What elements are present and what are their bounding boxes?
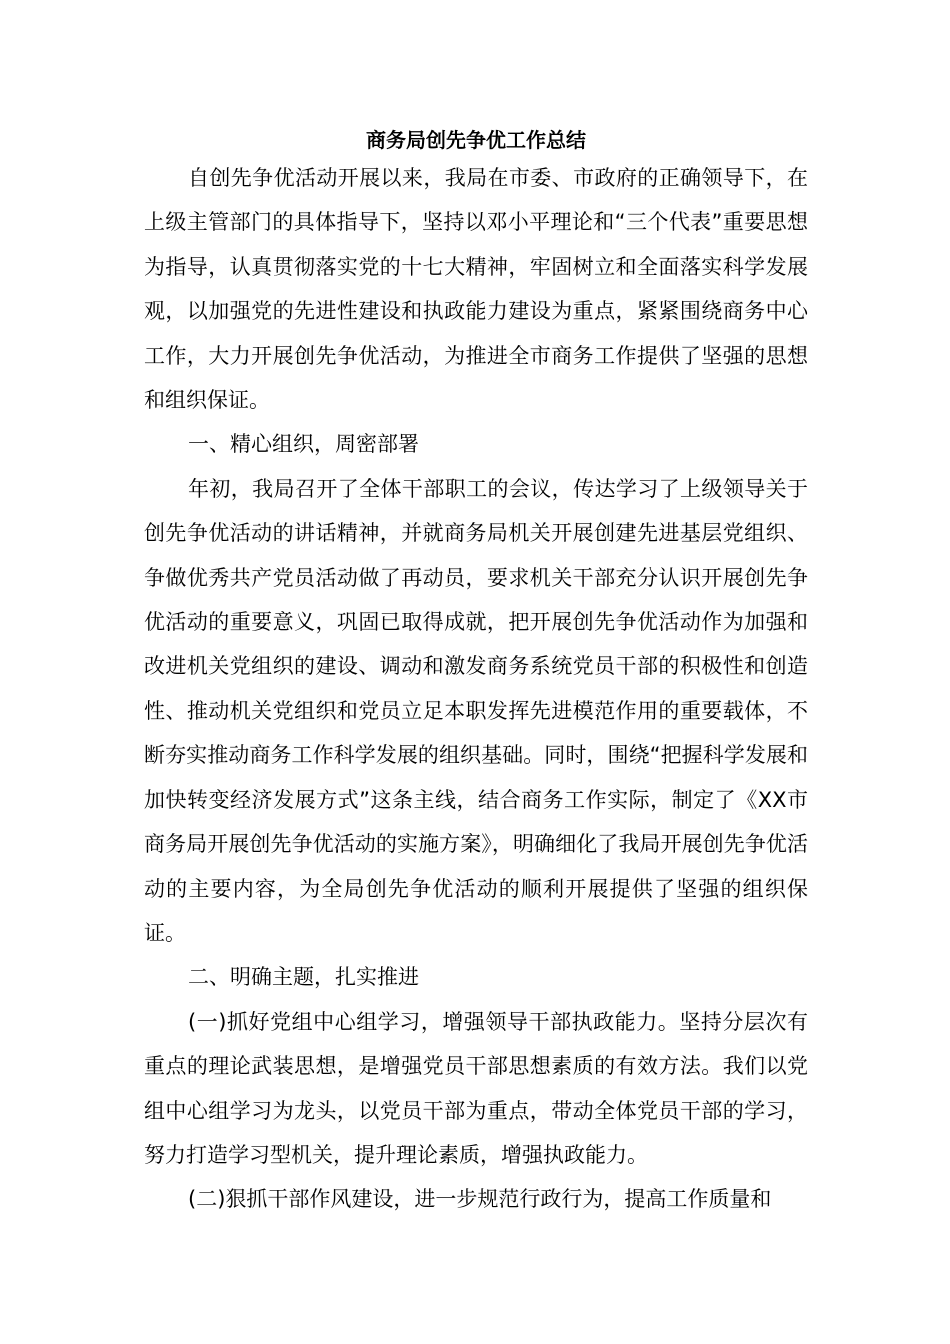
paragraph-item-1: (一)抓好党组中心组学习，增强领导干部执政能力。坚持分层次有重点的理论武装思想，是增强党员干部思想素质的有效方法。我们以党组中心组学习为龙头，以党员干部为重点，带动全体党员干部的学习，努力打造学习型机关，提升理论素质，增强执政能力。 — [144, 1009, 808, 1167]
document-page — [144, 124, 808, 1222]
section-heading-2: 二、明确主题，扎实推进 — [188, 965, 419, 990]
section-heading-1: 一、精心组织，周密部署 — [188, 432, 419, 457]
paragraph-section-1: 年初，我局召开了全体干部职工的会议，传达学习了上级领导关于创先争优活动的讲话精神，并就商务局机关开展创建先进基层党组织、争做优秀共产党员活动做了再动员，要求机关干部充分认识开展创先争优活动的重要意义，巩固已取得成就，把开展创先争优活动作为加强和改进机关党组织的建设、调动和激发商务系统党员干部的积极性和创造性、推动机关党组织和党员立足本职发挥先进模范作用的重要载体，不断夯实推动商务工作科学发展的组织基础。同时，围绕“把握科学发展和加快转变经济发展方式”这条主线，结合商务工作实际，制定了《XX市商务局开展创先争优活动的实施方案》，明确细化了我局开展创先争优活动的主要内容，为全局创先争优活动的顺利开展提供了坚强的组织保证。 — [144, 476, 808, 945]
document-title: 商务局创先争优工作总结 — [366, 128, 586, 152]
paragraph-item-2: (二)狠抓干部作风建设，进一步规范行政行为，提高工作质量和 — [188, 1187, 772, 1212]
paragraph-intro: 自创先争优活动开展以来，我局在市委、市政府的正确领导下，在上级主管部门的具体指导下，坚持以邓小平理论和“三个代表”重要思想为指导，认真贯彻落实党的十七大精神，牢固树立和全面落实科学发展观，以加强党的先进性建设和执政能力建设为重点，紧紧围绕商务中心工作，大力开展创先争优活动，为推进全市商务工作提供了坚强的思想和组织保证。 — [144, 166, 808, 413]
